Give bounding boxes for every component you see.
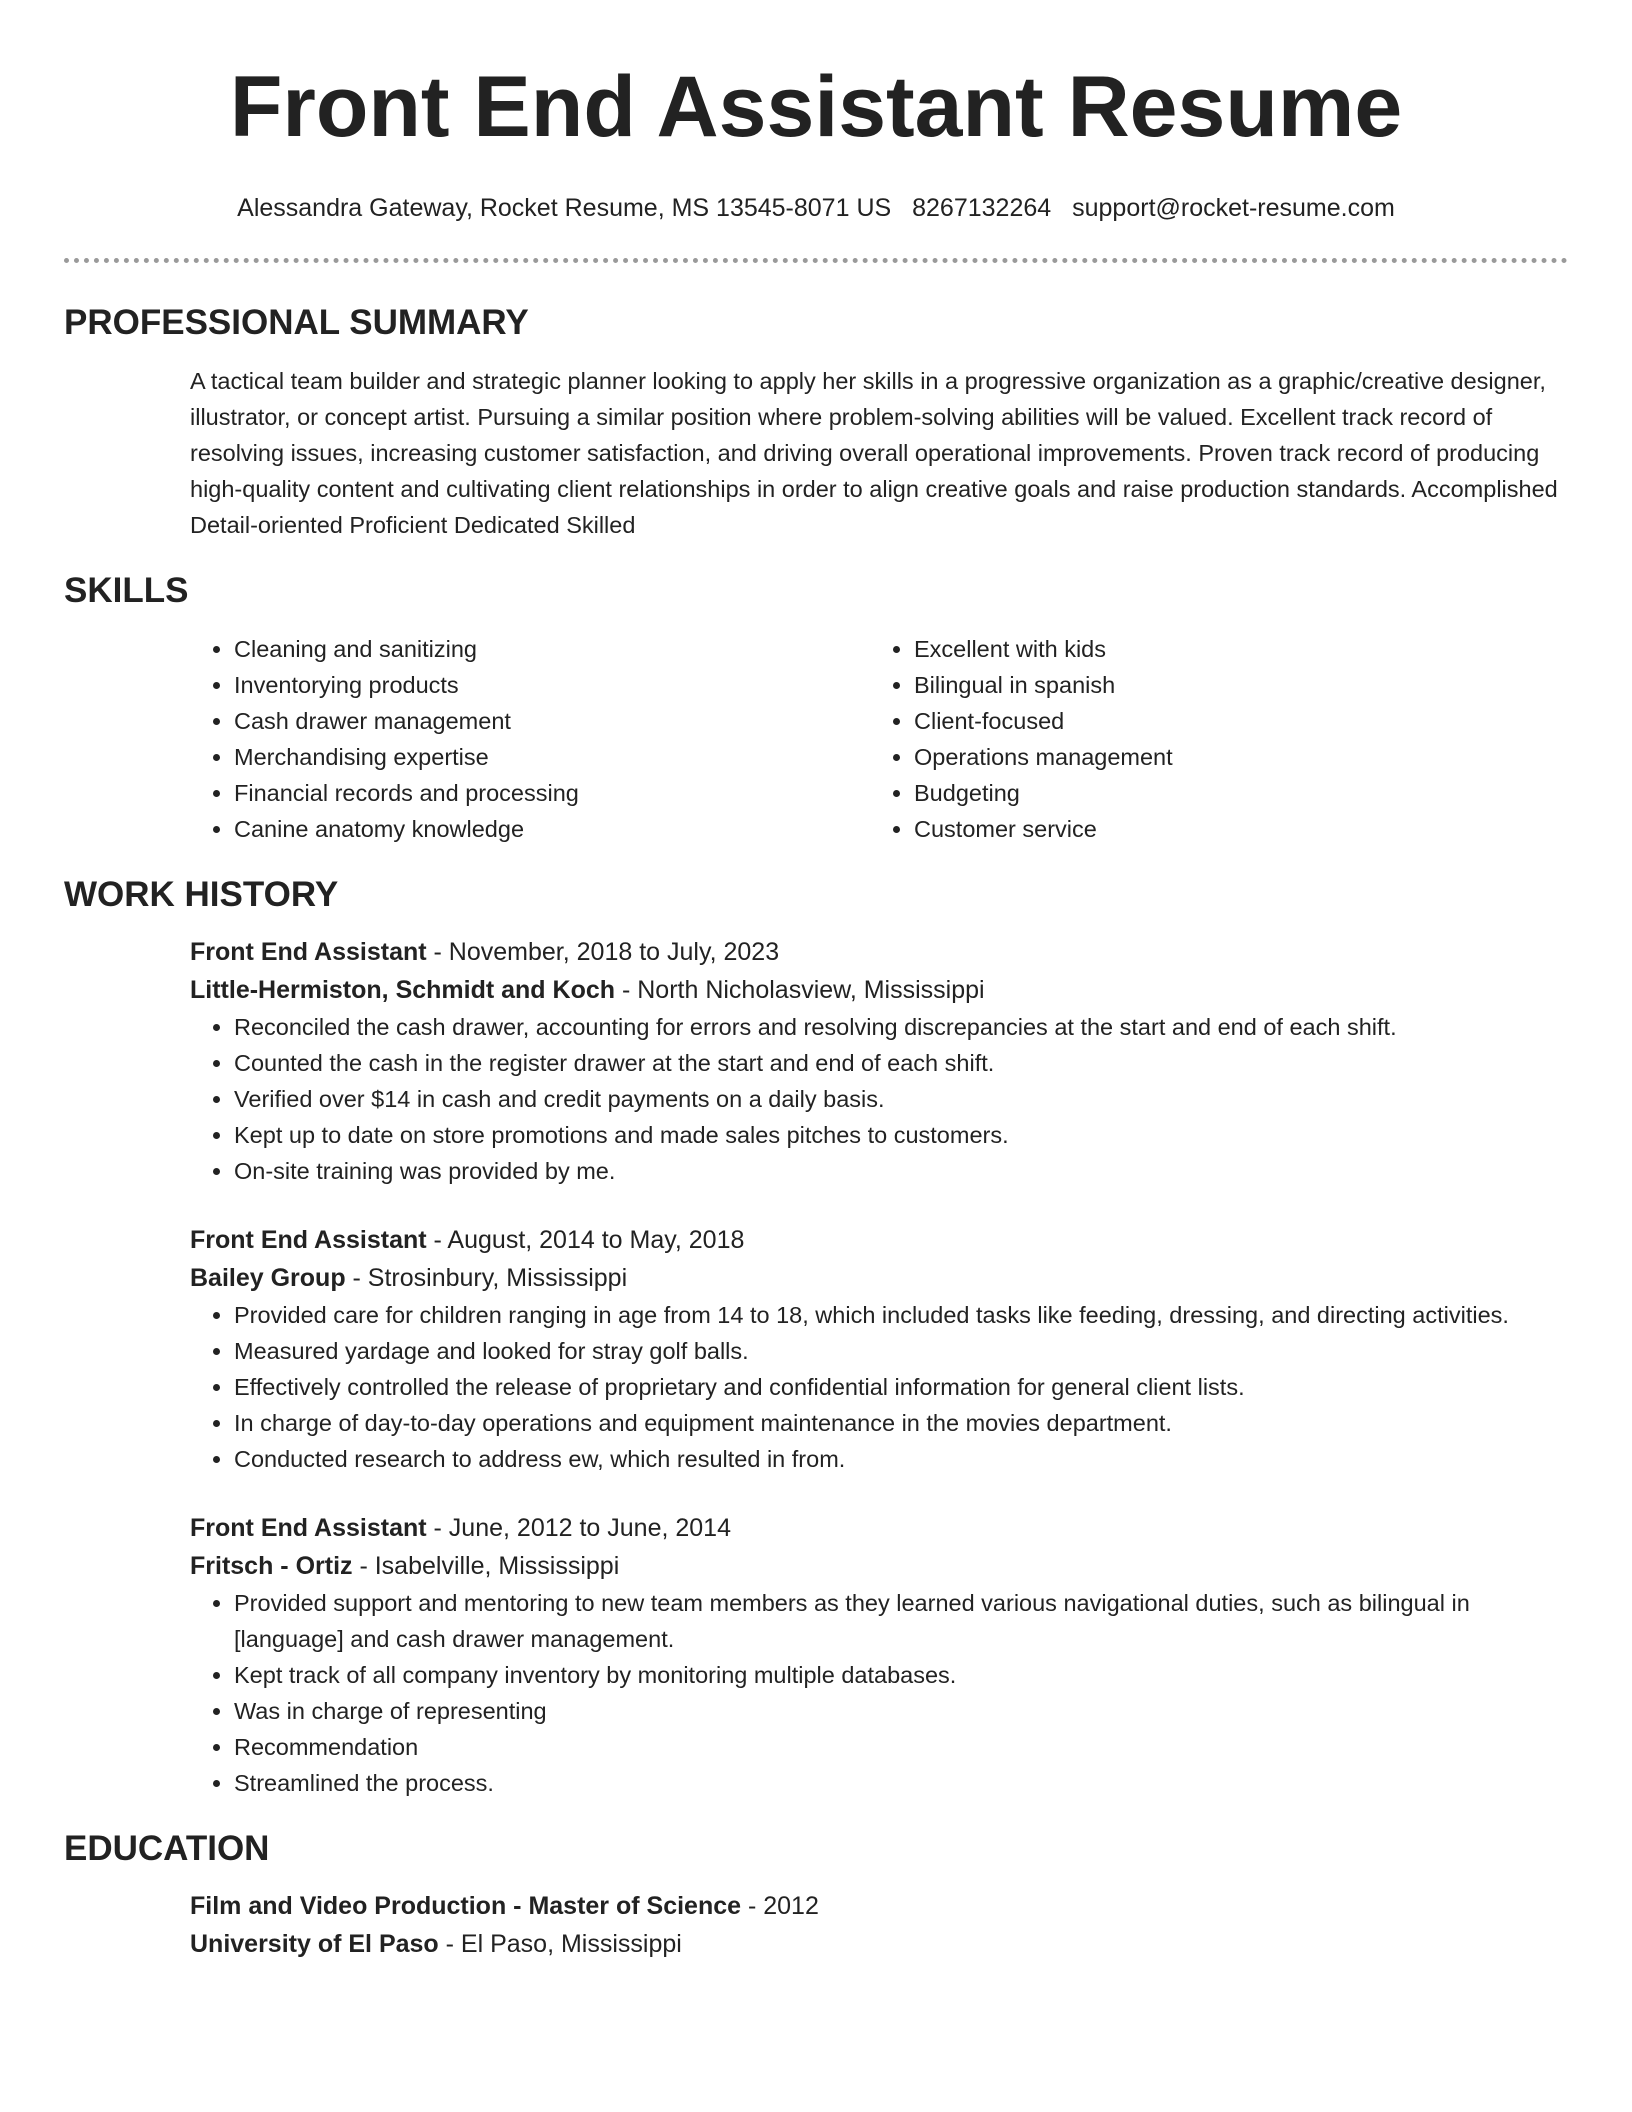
job-dates: - August, 2014 to May, 2018 <box>426 1226 745 1254</box>
contact-address: Alessandra Gateway, Rocket Resume, MS 13545-8071 US <box>237 194 892 222</box>
job-title: Front End Assistant <box>190 938 427 966</box>
skills-column-right <box>870 631 1550 847</box>
job-duty: • Provided care for children ranging in age from 14 to 18, which included tasks like feeding, dressing, and directing activities. <box>234 1297 1568 1333</box>
job-entry <box>190 933 1568 1189</box>
job-duty: • On-site training was provided by me. <box>234 1153 1568 1189</box>
skills-heading: SKILLS <box>64 571 189 610</box>
job-duty: • Streamlined the process. <box>234 1765 1568 1801</box>
job-duty: • Kept up to date on store promotions and made sales pitches to customers. <box>234 1117 1568 1153</box>
job-entry <box>190 1221 1568 1477</box>
job-duty: • Provided support and mentoring to new team members as they learned various navigational duties, such as bilingual in [language] and cash drawer management. <box>234 1585 1568 1657</box>
job-duty: • Kept track of all company inventory by monitoring multiple databases. <box>234 1657 1568 1693</box>
skill-item: • Customer service <box>914 811 1550 847</box>
job-duty: • Effectively controlled the release of proprietary and confidential information for general client lists. <box>234 1369 1568 1405</box>
job-company: Little-Hermiston, Schmidt and Koch <box>190 976 616 1004</box>
job-title-line <box>190 933 1568 971</box>
job-duty: • Recommendation <box>234 1729 1568 1765</box>
job-location: - Isabelville, Mississippi <box>352 1552 620 1580</box>
job-duties <box>190 1297 1568 1477</box>
job-duties <box>190 1009 1568 1189</box>
skills-list <box>190 631 1568 847</box>
skill-item: • Financial records and processing <box>234 775 870 811</box>
education-degree: Film and Video Production - Master of Science <box>190 1892 742 1920</box>
job-location: - Strosinbury, Mississippi <box>345 1264 628 1292</box>
summary-text: A tactical team builder and strategic planner looking to apply her skills in a progressive organization as a graphic/creative designer, illustrator, or concept artist. Pursuing a similar position where problem-solving abilities will be valued. Excellent track record of resolving issues, increasing customer satisfaction, and driving overall operational improvements. Proven track record of producing high-quality content and cultivating client relationships in order to align creative goals and raise production standards. Accomplished Detail-oriented Proficient Dedicated Skilled <box>190 368 1558 538</box>
skill-item: • Cleaning and sanitizing <box>234 631 870 667</box>
job-duty: • Reconciled the cash drawer, accounting for errors and resolving discrepancies at the start and end of each shift. <box>234 1009 1568 1045</box>
job-company-line <box>190 1259 1568 1297</box>
skill-item: • Merchandising expertise <box>234 739 870 775</box>
education-location: - El Paso, Mississippi <box>438 1930 682 1958</box>
skill-item: • Canine anatomy knowledge <box>234 811 870 847</box>
skill-item: • Inventorying products <box>234 667 870 703</box>
job-company: Bailey Group <box>190 1264 346 1292</box>
header-divider <box>64 258 1568 263</box>
education-school-line <box>190 1925 1568 1963</box>
job-dates: - November, 2018 to July, 2023 <box>426 938 780 966</box>
education-entry <box>190 1887 1568 1963</box>
job-company-line <box>190 971 1568 1009</box>
education-school: University of El Paso <box>190 1930 439 1958</box>
job-duty: • Counted the cash in the register drawer at the start and end of each shift. <box>234 1045 1568 1081</box>
education-heading: EDUCATION <box>64 1829 270 1868</box>
job-dates: - June, 2012 to June, 2014 <box>426 1514 731 1542</box>
skill-item: • Bilingual in spanish <box>914 667 1550 703</box>
summary-heading: PROFESSIONAL SUMMARY <box>64 303 529 342</box>
job-company-line <box>190 1547 1568 1585</box>
contact-email: support@rocket-resume.com <box>1072 194 1395 222</box>
job-duties <box>190 1585 1568 1801</box>
page-title: Front End Assistant Resume <box>229 59 1403 155</box>
job-duty: • Verified over $14 in cash and credit payments on a daily basis. <box>234 1081 1568 1117</box>
skill-item: • Cash drawer management <box>234 703 870 739</box>
job-duty: • Conducted research to address ew, which resulted in from. <box>234 1441 1568 1477</box>
education-degree-line <box>190 1887 1568 1925</box>
contact-line <box>64 192 1568 224</box>
job-title-line <box>190 1509 1568 1547</box>
skill-item: • Budgeting <box>914 775 1550 811</box>
skill-item: • Client-focused <box>914 703 1550 739</box>
education-year: - 2012 <box>741 1892 819 1920</box>
job-title: Front End Assistant <box>190 1514 427 1542</box>
skills-column-left <box>190 631 870 847</box>
skill-item: • Excellent with kids <box>914 631 1550 667</box>
job-title-line <box>190 1221 1568 1259</box>
job-entry <box>190 1509 1568 1801</box>
job-company: Fritsch - Ortiz <box>190 1552 353 1580</box>
job-duty: • In charge of day-to-day operations and equipment maintenance in the movies department. <box>234 1405 1568 1441</box>
job-duty: • Measured yardage and looked for stray golf balls. <box>234 1333 1568 1369</box>
job-duty: • Was in charge of representing <box>234 1693 1568 1729</box>
job-location: - North Nicholasview, Mississippi <box>615 976 985 1004</box>
work-heading: WORK HISTORY <box>64 875 339 914</box>
contact-phone: 8267132264 <box>912 194 1052 222</box>
skill-item: • Operations management <box>914 739 1550 775</box>
job-title: Front End Assistant <box>190 1226 427 1254</box>
